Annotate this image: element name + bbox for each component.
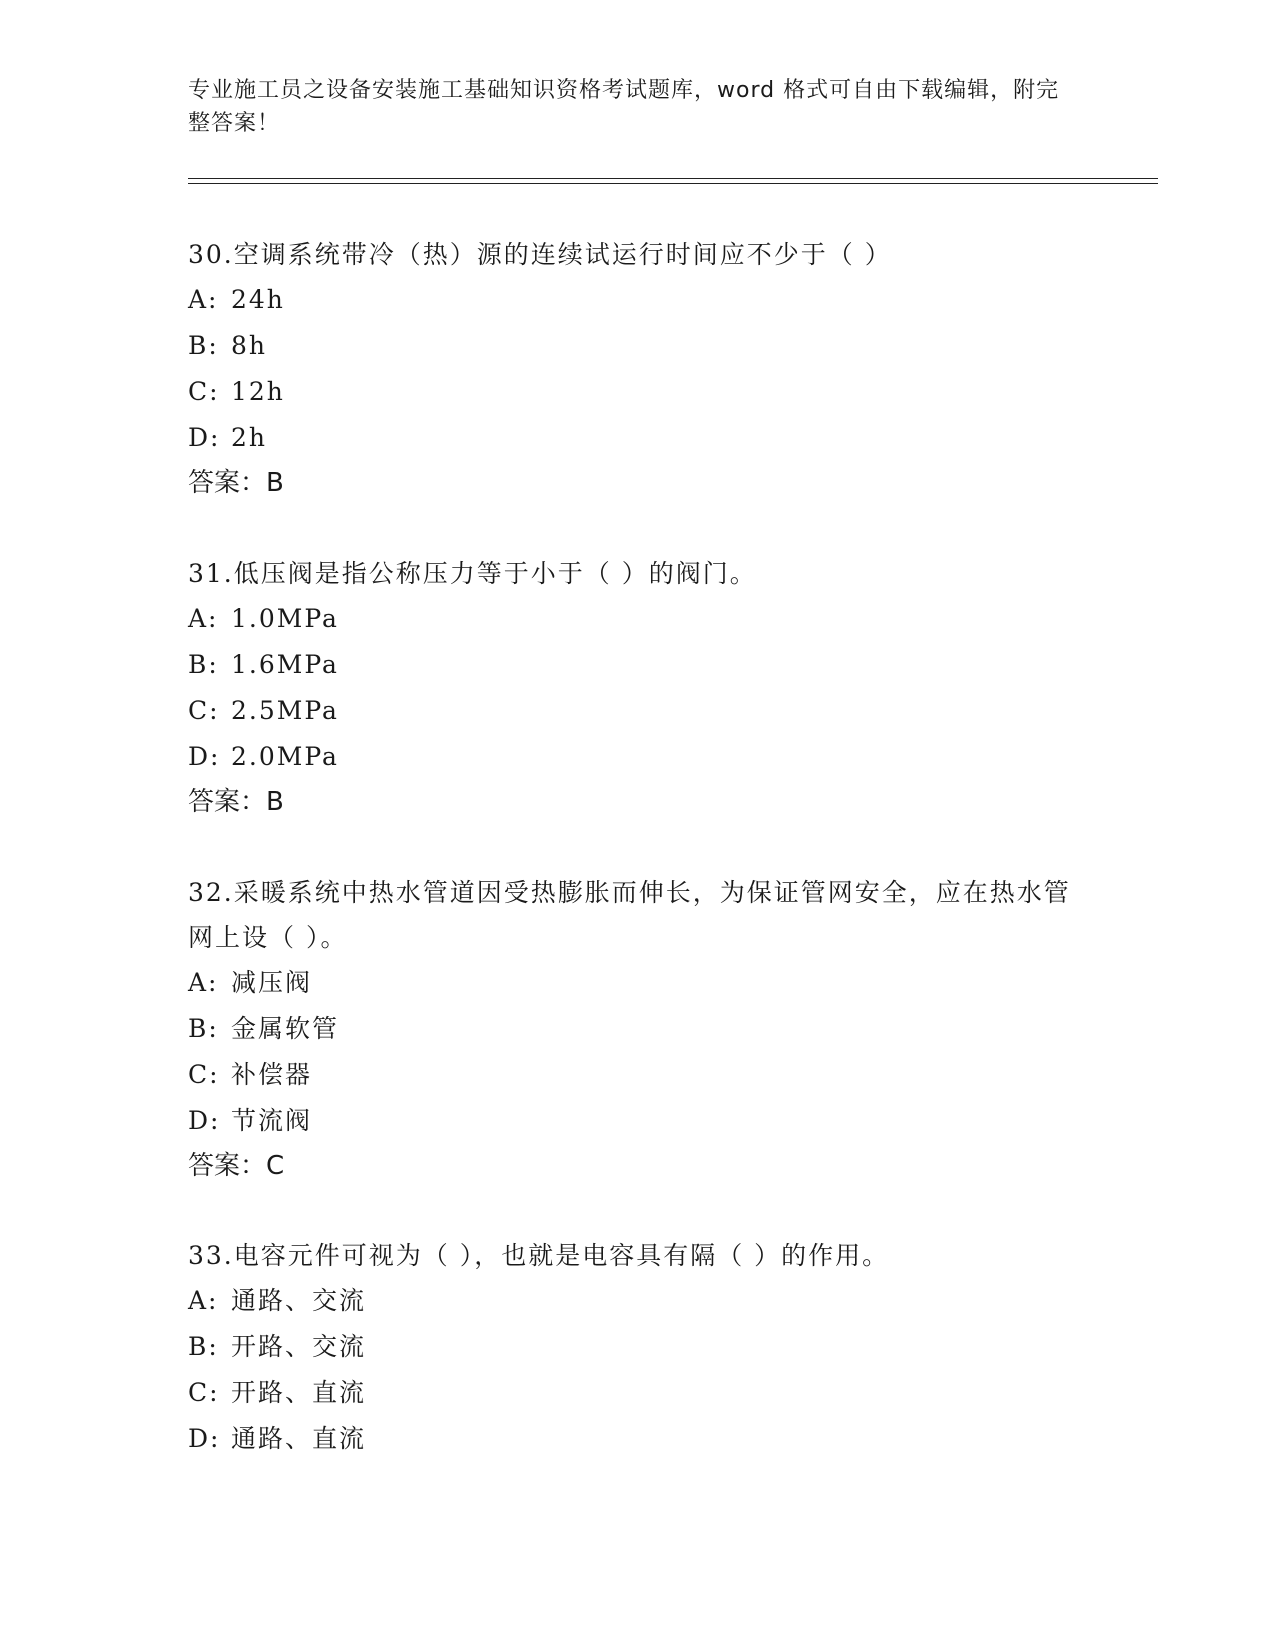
option-d (188, 734, 1088, 780)
option-letter: C: (188, 377, 220, 406)
option-text: 2.5MPa (231, 696, 339, 725)
option-letter: C: (188, 1060, 220, 1089)
option-text: 开路、直流 (231, 1378, 367, 1407)
option-d (188, 1416, 1088, 1462)
header-divider-bottom (188, 183, 1158, 184)
option-c (188, 1052, 1088, 1098)
question-stem: 32.采暖系统中热水管道因受热膨胀而伸长，为保证管网安全，应在热水管网上设（ ）。 (188, 878, 1071, 952)
option-letter: A: (188, 1286, 219, 1315)
option-b (188, 1006, 1088, 1052)
document-header: 专业施工员之设备安装施工基础知识资格考试题库，word 格式可自由下载编辑，附完整答案！ (188, 78, 1060, 136)
option-d (188, 415, 1088, 461)
option-a (188, 1278, 1088, 1324)
option-text: 12h (231, 377, 285, 406)
option-letter: B: (188, 650, 219, 679)
option-text: 开路、交流 (231, 1332, 367, 1361)
option-letter: C: (188, 1378, 220, 1407)
option-text: 通路、交流 (231, 1286, 367, 1315)
option-text: 2h (231, 423, 268, 452)
option-text: 金属软管 (231, 1014, 340, 1043)
header-divider-top (188, 178, 1158, 179)
answer-value: C (266, 1151, 285, 1181)
option-letter: C: (188, 696, 220, 725)
option-text: 8h (231, 331, 268, 360)
option-text: 减压阀 (231, 968, 313, 997)
option-letter: B: (188, 1014, 219, 1043)
answer-line (188, 1144, 1088, 1188)
option-letter: D: (188, 742, 221, 771)
option-b (188, 642, 1088, 688)
option-letter: D: (188, 423, 221, 452)
option-letter: B: (188, 331, 219, 360)
question-32 (188, 870, 1088, 1188)
option-letter: A: (188, 604, 219, 633)
option-b (188, 1324, 1088, 1370)
option-letter: A: (188, 968, 219, 997)
option-a (188, 960, 1088, 1006)
answer-value: B (266, 787, 284, 817)
option-text: 24h (231, 285, 285, 314)
option-c (188, 1370, 1088, 1416)
option-b (188, 323, 1088, 369)
answer-line (188, 461, 1088, 505)
answer-label: 答案： (188, 1151, 267, 1181)
option-d (188, 1098, 1088, 1144)
question-stem: 30.空调系统带冷（热）源的连续试运行时间应不少于（ ） (188, 240, 892, 269)
option-text: 节流阀 (231, 1106, 313, 1135)
question-30 (188, 232, 1088, 505)
option-letter: A: (188, 285, 219, 314)
option-letter: D: (188, 1106, 221, 1135)
question-stem: 33.电容元件可视为（ ），也就是电容具有隔（ ）的作用。 (188, 1241, 890, 1270)
option-letter: B: (188, 1332, 219, 1361)
option-a (188, 277, 1088, 323)
answer-label: 答案： (188, 468, 267, 498)
option-c (188, 369, 1088, 415)
option-text: 补偿器 (231, 1060, 313, 1089)
question-stem: 31.低压阀是指公称压力等于小于（ ）的阀门。 (188, 559, 757, 588)
answer-label: 答案： (188, 787, 267, 817)
answer-line (188, 780, 1088, 824)
option-text: 1.0MPa (231, 604, 339, 633)
answer-value: B (266, 468, 284, 498)
option-text: 2.0MPa (231, 742, 339, 771)
question-31 (188, 551, 1088, 824)
option-a (188, 596, 1088, 642)
option-c (188, 688, 1088, 734)
option-letter: D: (188, 1424, 221, 1453)
option-text: 通路、直流 (231, 1424, 367, 1453)
option-text: 1.6MPa (231, 650, 339, 679)
question-33 (188, 1233, 1088, 1462)
